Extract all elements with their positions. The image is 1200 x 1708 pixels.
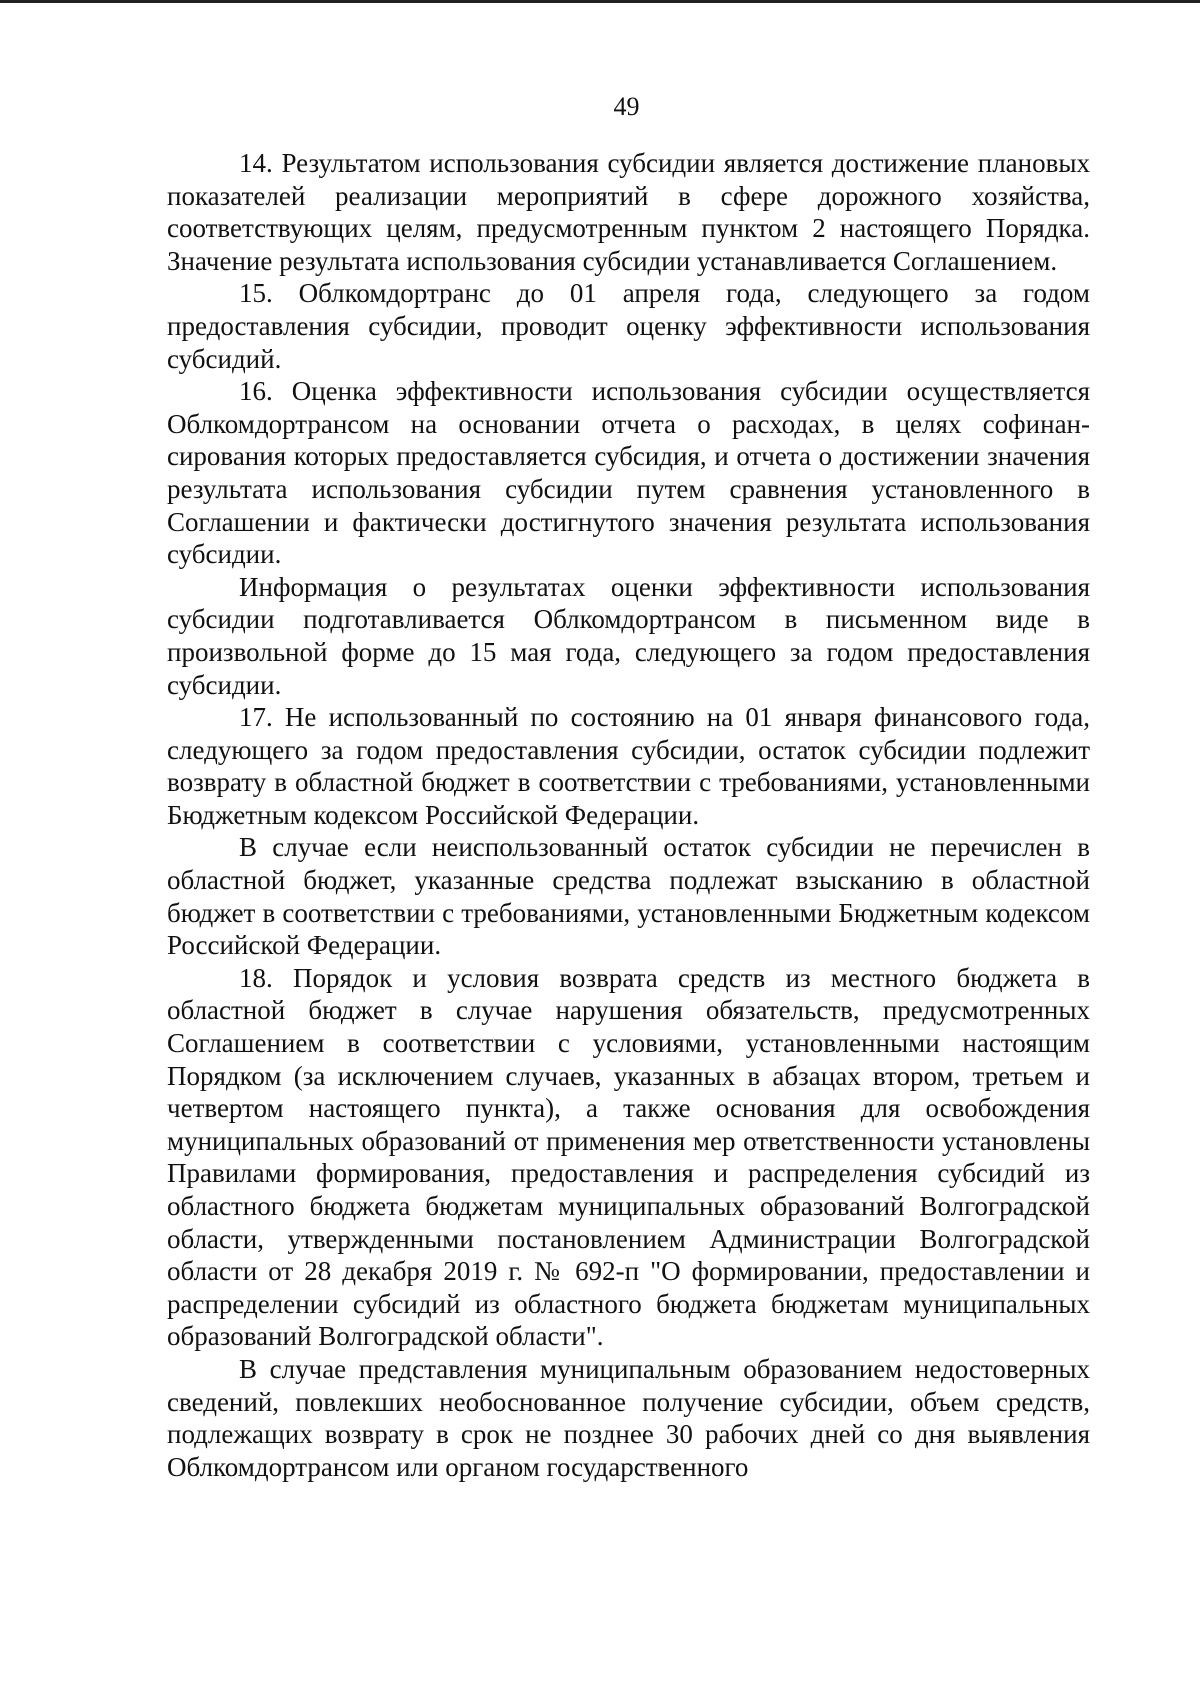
paragraph-18-false-info: В случае представления муниципальным образованием недостоверных сведений, повлекших необоснованное получение субсидии, объем средств, подлежащих возврату в срок не позднее 30 рабочих дней со дня выявления Облкомдортрансом или органом государственного — [167, 1353, 1090, 1482]
paragraph-15: 15. Облкомдортранс до 01 апреля года, следующего за годом предоставления субсидии, проводит оценку эффективности использования субсидий. — [167, 278, 1090, 374]
page-number: 49 — [613, 92, 640, 121]
paragraph-18: 18. Порядок и условия возврата средств из местного бюджета в областной бюджет в случае нарушения обязательств, предусмотренных Соглашением в соответствии с условиями, установленными настоящим Порядком (за исключением случаев, указанных в абзацах втором, третьем и четвертом настоящего пункта), а также основания для освобождения муниципальных образований от применения мер ответственности установлены Правилами формирования, предоставления и распределения субсидий из областного бюджета бюджетам муниципальных образований Волгоградской области, утвержденными постановлением Администрации Волгоградской области от 28 декабря 2019 г. № 692-п "О формировании, предоставлении и распределении субсидий из областного бюджета бюджетам муниципальных образований Волгоградской области". — [167, 962, 1090, 1352]
top-border-line — [0, 0, 1200, 3]
paragraph-17: 17. Не использованный по состоянию на 01 января финансового года, следующего за годом предоставления субсидии, остаток субсидии подлежит возврату в областной бюджет в соответствии с требованиями, установленными Бюджетным кодексом Российской Федерации. — [167, 702, 1090, 830]
paragraph-16-info: Информация о результатах оценки эффективности использования субсидии подготавливается Облкомдортрансом в письменном виде в произвольной форме до 15 мая года, следующего за годом предоставления субсидии. — [167, 571, 1090, 700]
document-body — [167, 147, 1090, 1483]
paragraph-16: 16. Оценка эффективности использования субсидии осуществляется Облкомдортрансом на основании отчета о расходах, в целях софинан-сирования которых предоставляется субсидия, и отчета о достижении значения результата использования субсидии путем сравнения установленного в Соглашении и фактически достигнутого значения результата использования субсидии. — [167, 376, 1090, 570]
paragraph-17-remainder: В случае если неиспользованный остаток субсидии не перечислен в областной бюджет, указанные средства подлежат взысканию в областной бюджет в соответствии с требованиями, установленными Бюджетным кодексом Российской Федерации. — [167, 832, 1090, 961]
paragraph-14: 14. Результатом использования субсидии является достижение плановых показателей реализации мероприятий в сфере дорожного хозяйства, соответствующих целям, предусмотренным пунктом 2 настоящего Порядка. Значение результата использования субсидии устанавливается Соглашением. — [167, 148, 1090, 276]
